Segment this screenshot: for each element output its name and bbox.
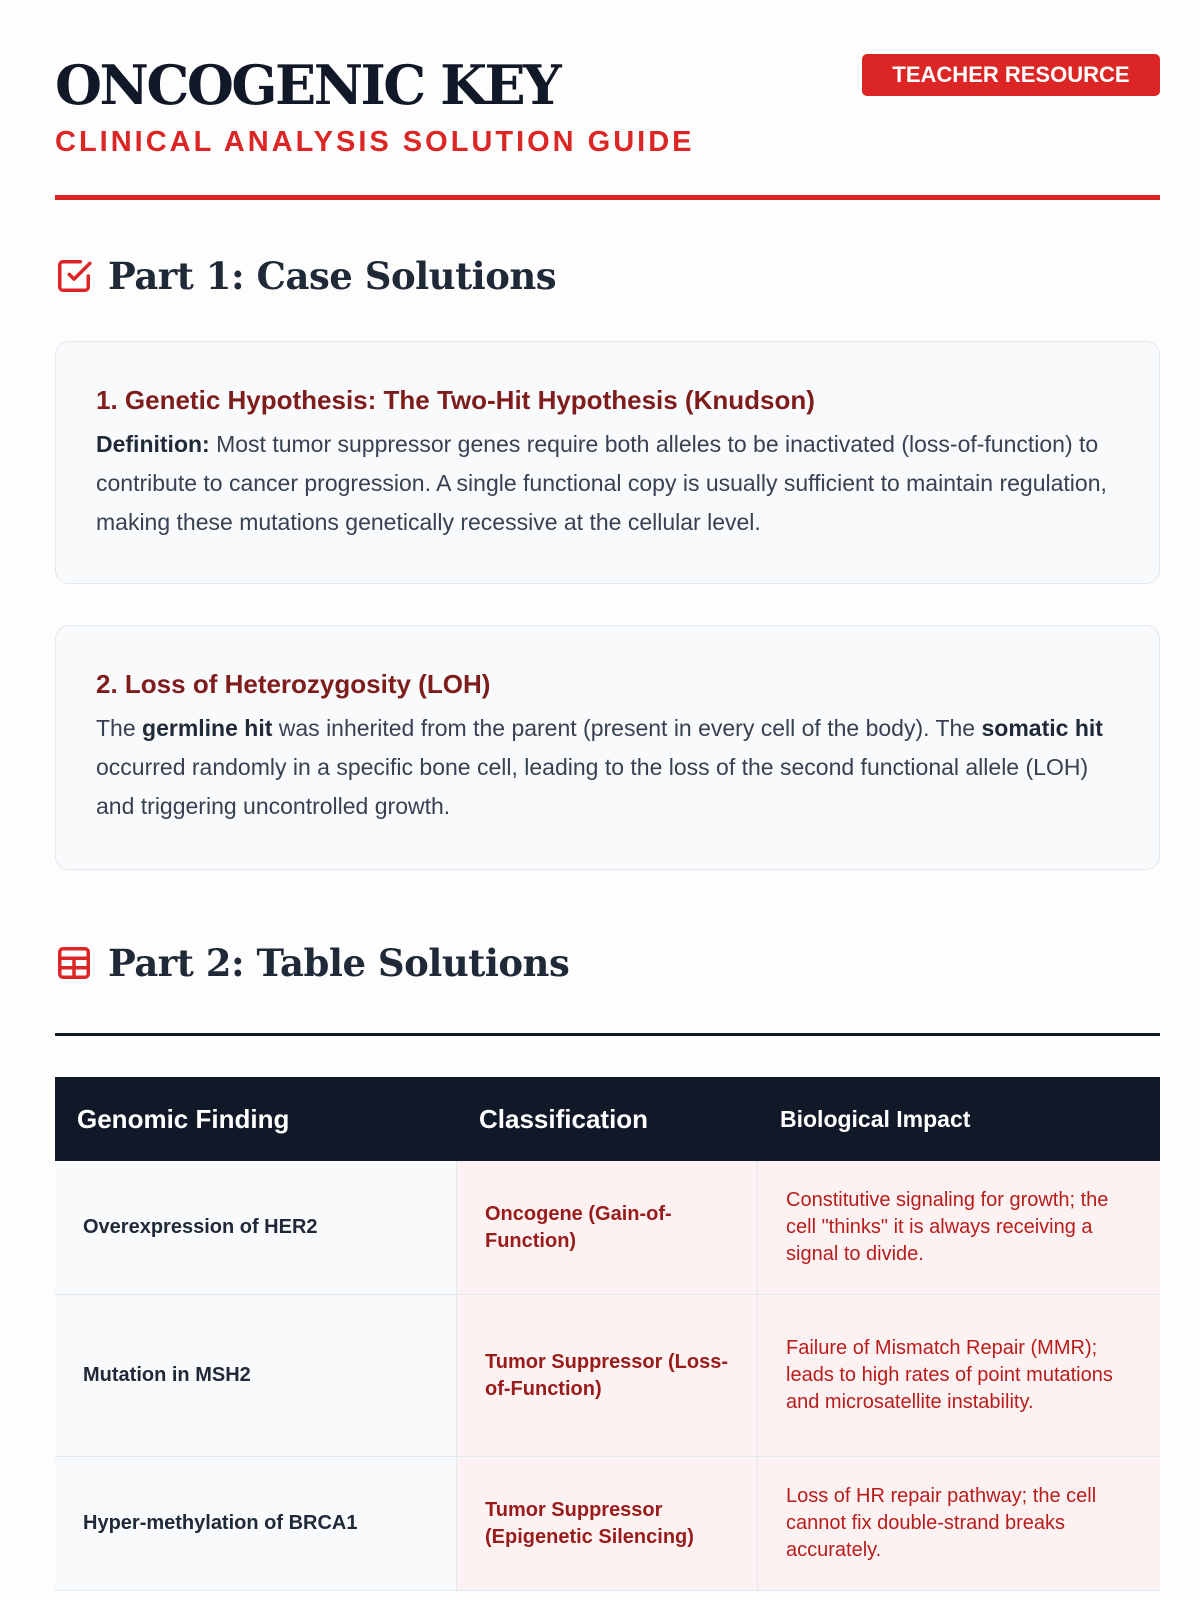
finding-cell: Overexpression of HER2 — [55, 1161, 457, 1294]
finding-cell: Hyper-methylation of BRCA1 — [55, 1457, 457, 1590]
case-card-hypothesis — [55, 341, 1160, 584]
part2-divider — [55, 1033, 1160, 1036]
column-header: Genomic Finding — [77, 1103, 290, 1134]
germline-term: germline hit — [142, 715, 273, 742]
card-title: 2. Loss of Heterozygosity (LOH) — [96, 669, 491, 699]
impact-cell: Loss of HR repair pathway; the cell cannot fix double-strand breaks accurately. — [758, 1457, 1160, 1590]
impact-cell: Failure of Mismatch Repair (MMR); leads to high rates of point mutations and microsatellite instability. — [758, 1295, 1160, 1456]
solutions-table — [55, 1077, 1160, 1591]
header-divider — [55, 195, 1160, 200]
teacher-resource-badge: TEACHER RESOURCE — [862, 54, 1160, 96]
case-card-loh — [55, 625, 1160, 870]
definition-text: Most tumor suppressor genes require both alleles to be inactivated (loss-of-function) to contribute to cancer progression. A single functional copy is usually sufficient to maintain regulation, making these mutations genetically recessive at the cellular level. — [96, 431, 1107, 536]
card-body — [96, 425, 1119, 542]
part2-heading — [55, 940, 570, 985]
table-row — [55, 1457, 1160, 1591]
finding-cell: Mutation in MSH2 — [55, 1295, 457, 1456]
part1-heading — [55, 253, 557, 298]
column-header: Classification — [479, 1103, 649, 1134]
checkbox-icon — [55, 257, 93, 295]
classification-cell: Tumor Suppressor (Loss-of-Function) — [457, 1295, 758, 1456]
table-row — [55, 1161, 1160, 1295]
table-header — [55, 1077, 1160, 1161]
impact-cell: Constitutive signaling for growth; the cell "thinks" it is always receiving a signal to divide. — [758, 1161, 1160, 1294]
card-title: 1. Genetic Hypothesis: The Two-Hit Hypothesis (Knudson) — [96, 385, 815, 415]
definition-term: Definition: — [96, 431, 210, 458]
table-row — [55, 1295, 1160, 1457]
classification-cell: Oncogene (Gain-of-Function) — [457, 1161, 758, 1294]
somatic-term: somatic hit — [981, 715, 1103, 742]
classification-cell: Tumor Suppressor (Epigenetic Silencing) — [457, 1457, 758, 1590]
column-header: Biological Impact — [780, 1105, 971, 1132]
part2-title: Part 2: Table Solutions — [108, 940, 570, 985]
page-title: ONCOGENIC KEY — [55, 53, 560, 117]
page-subtitle: CLINICAL ANALYSIS SOLUTION GUIDE — [55, 126, 695, 158]
part1-title: Part 1: Case Solutions — [108, 253, 557, 298]
table-icon — [55, 944, 93, 982]
card-body: The germline hit was inherited from the parent (present in every cell of the body). The somatic hit occurred randomly in a specific bone cell, leading to the loss of the second functional allele (LOH) and triggering uncontrolled growth. — [96, 715, 1103, 820]
